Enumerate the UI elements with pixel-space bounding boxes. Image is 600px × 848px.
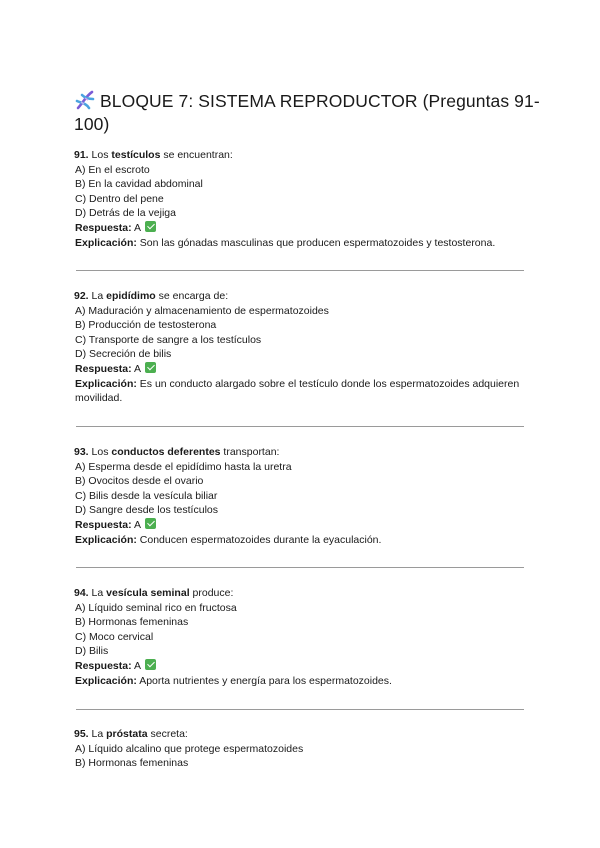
question-keyword: próstata — [106, 728, 148, 740]
explanation-text: Son las gónadas masculinas que producen espermatozoides y testosterona. — [139, 236, 496, 249]
option-c: C) Bilis desde la vesícula biliar — [75, 489, 218, 502]
answer-label: Respuesta: — [75, 221, 132, 234]
question-number: 94. — [74, 587, 89, 599]
answer-label: Respuesta: — [75, 659, 132, 672]
option-c: C) Dentro del pene — [75, 192, 164, 205]
explanation-line — [74, 377, 534, 406]
explanation-label: Explicación: — [75, 674, 137, 687]
check-icon — [145, 221, 156, 232]
question-93 — [74, 445, 534, 547]
question-number: 92. — [74, 290, 89, 302]
question-stem — [74, 727, 534, 742]
question-pre: Los — [91, 446, 112, 458]
question-91 — [74, 148, 534, 250]
explanation-line — [74, 533, 534, 548]
question-94 — [74, 586, 534, 688]
question-keyword: vesícula seminal — [106, 587, 190, 599]
question-pre: La — [91, 290, 107, 302]
explanation-text: Aporta nutrientes y energía para los espermatozoides. — [139, 674, 392, 687]
answer-value: A — [133, 659, 141, 672]
answer-value: A — [133, 518, 141, 531]
question-95 — [74, 727, 534, 771]
question-stem — [74, 148, 534, 163]
question-keyword: conductos deferentes — [111, 446, 221, 458]
option-a: A) En el escroto — [75, 163, 150, 176]
question-pre: La — [91, 587, 107, 599]
explanation-label: Explicación: — [75, 533, 137, 546]
answer-label: Respuesta: — [75, 518, 132, 531]
option-c: C) Transporte de sangre a los testículos — [75, 333, 262, 346]
option-c: C) Moco cervical — [75, 630, 154, 643]
answer-value: A — [133, 221, 141, 234]
option-d: D) Secreción de bilis — [75, 348, 172, 361]
explanation-label: Explicación: — [75, 236, 137, 249]
explanation-line — [74, 236, 534, 251]
answer-line — [74, 362, 534, 377]
explanation-label: Explicación: — [75, 377, 137, 390]
question-post: secreta: — [147, 728, 188, 740]
option-a: A) Esperma desde el epidídimo hasta la uretra — [75, 460, 292, 473]
option-a: A) Maduración y almacenamiento de espermatozoides — [75, 304, 329, 317]
question-stem — [74, 289, 534, 304]
option-b: B) Ovocitos desde el ovario — [75, 475, 204, 488]
divider — [76, 709, 524, 710]
question-92 — [74, 289, 534, 406]
answer-line — [74, 518, 534, 533]
answer-label: Respuesta: — [75, 362, 132, 375]
option-b: B) Producción de testosterona — [75, 319, 217, 332]
option-d: D) Bilis — [75, 645, 109, 658]
explanation-text: Es un conducto alargado sobre el testículo donde los espermatozoides adquieren movilidad. — [75, 377, 520, 405]
question-post: se encuentran: — [160, 149, 233, 161]
question-stem — [74, 445, 534, 460]
check-icon — [145, 518, 156, 529]
question-number: 91. — [74, 149, 89, 161]
option-a: A) Líquido seminal rico en fructosa — [75, 601, 237, 614]
question-post: produce: — [189, 587, 234, 599]
page-title-text: BLOQUE 7: SISTEMA REPRODUCTOR (Preguntas 91-100) — [74, 91, 540, 134]
question-keyword: testículos — [111, 149, 161, 161]
check-icon — [145, 659, 156, 670]
question-number: 95. — [74, 728, 89, 740]
option-b: B) Hormonas femeninas — [75, 616, 189, 629]
option-d: D) Detrás de la vejiga — [75, 207, 176, 220]
option-b: B) En la cavidad abdominal — [75, 178, 203, 191]
question-keyword: epidídimo — [106, 290, 156, 302]
question-post: se encarga de: — [155, 290, 229, 302]
divider — [76, 426, 524, 427]
divider — [76, 567, 524, 568]
dna-icon — [74, 90, 96, 110]
question-pre: La — [91, 728, 107, 740]
question-stem — [74, 586, 534, 601]
answer-line — [74, 221, 534, 236]
option-d: D) Sangre desde los testículos — [75, 504, 218, 517]
explanation-text: Conducen espermatozoides durante la eyaculación. — [139, 533, 382, 546]
question-number: 93. — [74, 446, 89, 458]
question-pre: Los — [91, 149, 112, 161]
answer-line — [74, 659, 534, 674]
answer-value: A — [133, 362, 141, 375]
option-a: A) Líquido alcalino que protege espermatozoides — [75, 742, 304, 755]
explanation-line — [74, 674, 534, 689]
page-title — [74, 90, 544, 136]
option-b: B) Hormonas femeninas — [75, 757, 189, 770]
question-post: transportan: — [220, 446, 280, 458]
check-icon — [145, 362, 156, 373]
divider — [76, 270, 524, 271]
